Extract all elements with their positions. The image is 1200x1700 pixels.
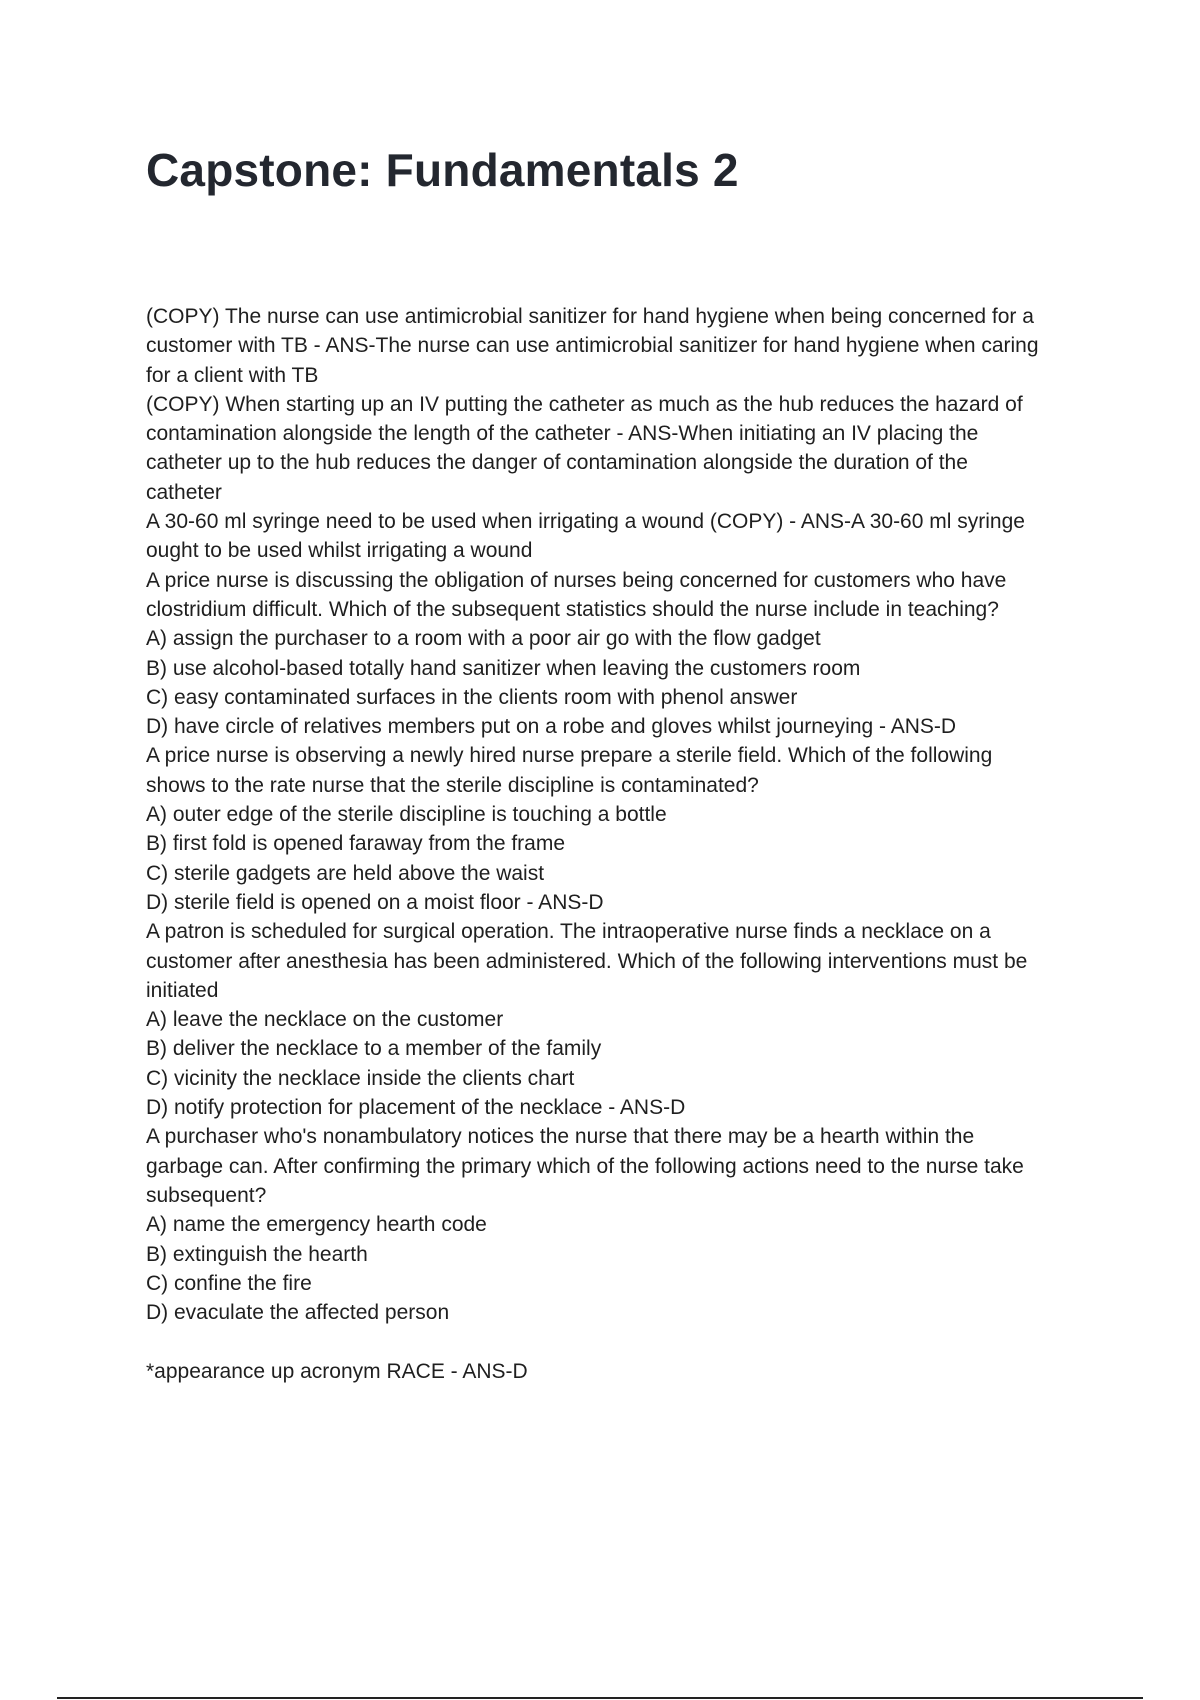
answer-option: D) evaculate the affected person xyxy=(146,1301,450,1325)
blank-line xyxy=(146,1327,1106,1356)
footnote: *appearance up acronym RACE - ANS-D xyxy=(146,1359,528,1383)
answer-option: B) deliver the necklace to a member of the family xyxy=(146,1037,602,1061)
text-line: A price nurse is observing a newly hired nurse prepare a sterile field. Which of the following xyxy=(146,744,993,768)
text-line: catheter up to the hub reduces the danger of contamination alongside the duration of the xyxy=(146,451,968,475)
text-line: clostridium difficult. Which of the subsequent statistics should the nurse include in teaching? xyxy=(146,597,999,621)
answer-option: A) assign the purchaser to a room with a poor air go with the flow gadget xyxy=(146,627,821,651)
text-line: catheter xyxy=(146,480,222,504)
text-line: garbage can. After confirming the primary which of the following actions need to the nurse take xyxy=(146,1154,1024,1178)
text-line: A 30-60 ml syringe need to be used when irrigating a wound (COPY) - ANS-A 30-60 ml syringe xyxy=(146,510,1025,534)
answer-option: A) leave the necklace on the customer xyxy=(146,1008,504,1032)
page-title: Capstone: Fundamentals 2 xyxy=(146,144,739,196)
text-line: A patron is scheduled for surgical operation. The intraoperative nurse finds a necklace on a xyxy=(146,920,991,944)
answer-option: C) easy contaminated surfaces in the clients room with phenol answer xyxy=(146,685,798,709)
text-line: customer with TB - ANS-The nurse can use antimicrobial sanitizer for hand hygiene when caring xyxy=(146,334,1039,358)
answer-option: C) sterile gadgets are held above the waist xyxy=(146,861,545,885)
answer-option: C) vicinity the necklace inside the clients chart xyxy=(146,1066,575,1090)
answer-option: B) extinguish the hearth xyxy=(146,1242,368,1266)
text-line: A price nurse is discussing the obligation of nurses being concerned for customers who have xyxy=(146,568,1007,592)
text-line: subsequent? xyxy=(146,1183,267,1207)
text-line: (COPY) The nurse can use antimicrobial sanitizer for hand hygiene when being concerned for a xyxy=(146,305,1034,328)
text-line: initiated xyxy=(146,978,219,1002)
answer-option: D) have circle of relatives members put on a robe and gloves whilst journeying - ANS-D xyxy=(146,715,957,739)
answer-option: C) confine the fire xyxy=(146,1271,312,1295)
text-line: contamination alongside the length of the catheter - ANS-When initiating an IV placing the xyxy=(146,422,979,446)
text-line: for a client with TB xyxy=(146,363,319,387)
answer-option: B) use alcohol-based totally hand sanitizer when leaving the customers room xyxy=(146,656,861,680)
answer-option: D) sterile field is opened on a moist floor - ANS-D xyxy=(146,890,604,914)
page-divider xyxy=(57,1697,1143,1699)
document-body xyxy=(146,302,1106,1386)
text-line: (COPY) When starting up an IV putting the catheter as much as the hub reduces the hazard of xyxy=(146,392,1023,416)
answer-option: B) first fold is opened faraway from the frame xyxy=(146,832,566,856)
text-line: customer after anesthesia has been administered. Which of the following interventions must be xyxy=(146,949,1028,973)
text-line: shows to the rate nurse that the sterile discipline is contaminated? xyxy=(146,773,759,797)
answer-option: D) notify protection for placement of the necklace - ANS-D xyxy=(146,1096,686,1120)
text-line: A purchaser who's nonambulatory notices the nurse that there may be a hearth within the xyxy=(146,1125,975,1149)
answer-option: A) name the emergency hearth code xyxy=(146,1213,487,1237)
text-line: ought to be used whilst irrigating a wound xyxy=(146,539,533,563)
answer-option: A) outer edge of the sterile discipline is touching a bottle xyxy=(146,803,667,827)
